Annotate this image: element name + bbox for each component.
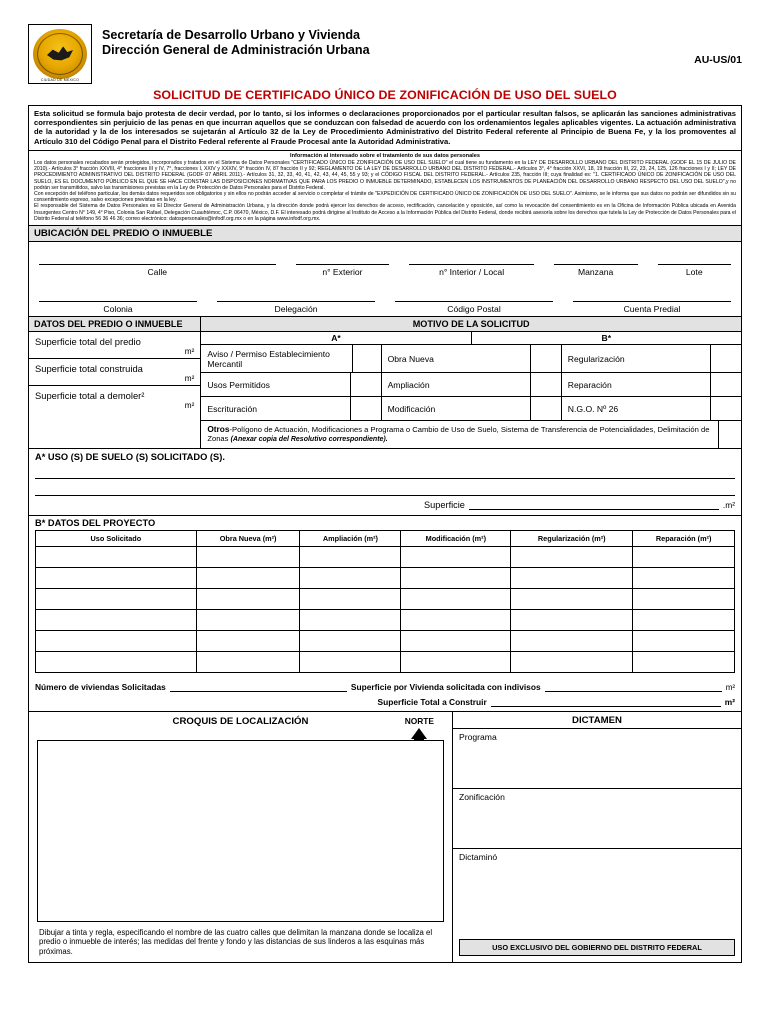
declaration-text: Esta solicitud se formula bajo protesta de decir verdad, por lo tanto, si los informes o declaraciones proporcionados por el particular resultan falsos, se aplicarán las sanciones administrativas correspondientes sin perjuicio de las penas en que incurran aquellos que se conduzcan con falsedad de acuerdo con los ordenamientos legales aplicables vigentes. La actuación administrativa de la autoridad y la de los interesados se sujetarán al Artículo 32 de la Ley de Procedimiento Administrativo del Distrito Federal referente al Principio de Buena Fe, y la los promoventes al Artículo 310 del Código Penal para el Distrito Federal referente al Fraude Procesal ante la Autoridad Administrativa. bbox=[28, 105, 742, 151]
motivo-title: MOTIVO DE LA SOLICITUD bbox=[201, 317, 741, 332]
superficie-total-unit: m² bbox=[724, 697, 735, 708]
croquis-dictamen-block bbox=[28, 712, 742, 963]
project-table-header-row bbox=[36, 531, 735, 547]
superficie-total-label: Superficie Total a Construir bbox=[377, 697, 487, 708]
motivo-item-reparacion-label: Reparación bbox=[567, 379, 612, 390]
motivo-column-b2 bbox=[562, 345, 741, 420]
motivo-item-ngo26-checkbox[interactable] bbox=[710, 397, 741, 420]
motivo-item-otros-label: Otros bbox=[207, 424, 230, 435]
block-a-uso-suelo bbox=[28, 449, 742, 516]
cell[interactable] bbox=[511, 652, 633, 673]
cell[interactable] bbox=[633, 652, 735, 673]
cell[interactable] bbox=[196, 631, 300, 652]
cell[interactable] bbox=[511, 547, 633, 568]
no-exterior-label: n° Exterior bbox=[322, 267, 363, 278]
superficie-construida-unit[interactable]: m² bbox=[29, 374, 200, 386]
form-body bbox=[28, 24, 742, 963]
cell[interactable] bbox=[633, 589, 735, 610]
col-ampliacion: Ampliación (m²) bbox=[300, 531, 401, 547]
motivo-col-b-label: B* bbox=[601, 333, 612, 344]
cdmx-logo-icon bbox=[28, 24, 92, 84]
motivo-item-otros-desc: -Polígono de Actuación, Modificaciones a Programa o Cambio de Uso de Suelo, Sistema de Transferencia de Potencialidades, Delimitación de Zonas bbox=[207, 425, 710, 444]
manzana-label: Manzana bbox=[577, 267, 614, 278]
privacy-paragraph-3: El responsable del Sistema de Datos Personales es El Director General de Administración Urbana, y la dirección donde podrá ejercer los derechos de acceso, rectificación, cancelación y oposición, así como la revocación del consentimiento es en la Oficina de Información Pública ubicada en Avenida Insurgentes Centro N° 149, 4° Piso, Colonia San Rafael, Delegación Cuauhtémoc, C.P. 06470, México, D.F. El interesado podrá dirigirse al Instituto de Acceso a la Información Pública del Distrito Federal, donde recibirá asesoría sobre los derechos que tutela la Ley de Protección de Datos Personales para el Distrito Federal al teléfono 56 36 46 36; correo electrónico: datospersonales@infodf.org.mx o en la página www.infodf.org.mx. bbox=[34, 203, 736, 222]
header-text bbox=[102, 24, 684, 58]
cell[interactable] bbox=[511, 610, 633, 631]
lote-input[interactable] bbox=[658, 252, 732, 265]
datos-predio-panel bbox=[29, 317, 201, 448]
block-a-title: A* USO (S) DE SUELO (S) SOLICITADO (S). bbox=[35, 452, 225, 463]
cell[interactable] bbox=[401, 589, 511, 610]
field-lote[interactable] bbox=[648, 242, 742, 279]
privacy-title: Información al interesado sobre el tratamiento de sus datos personales bbox=[290, 152, 480, 159]
motivo-column-a bbox=[201, 345, 381, 420]
org-line-2: Dirección General de Administración Urbana bbox=[102, 43, 370, 57]
delegacion-input[interactable] bbox=[217, 289, 375, 302]
motivo-item-aviso-permiso-label: Aviso / Permiso Establecimiento Mercantil bbox=[207, 348, 330, 369]
motivo-item-reparacion[interactable] bbox=[562, 373, 741, 397]
manzana-input[interactable] bbox=[554, 252, 638, 265]
cell[interactable] bbox=[196, 652, 300, 673]
cell[interactable] bbox=[300, 589, 401, 610]
cell[interactable] bbox=[300, 631, 401, 652]
field-manzana[interactable] bbox=[544, 242, 648, 279]
superficie-demoler-label: Superficie total a demoler² bbox=[35, 390, 145, 402]
calle-input[interactable] bbox=[39, 252, 276, 265]
cell[interactable] bbox=[401, 631, 511, 652]
form-code: AU-US/01 bbox=[694, 54, 742, 66]
table-row[interactable] bbox=[36, 547, 735, 568]
motivo-item-otros-note: (Anexar copia del Resolutivo correspondiente). bbox=[230, 436, 388, 444]
motivo-item-ampliacion-checkbox[interactable] bbox=[530, 373, 561, 396]
datos-motivo-block bbox=[28, 317, 742, 449]
superficie-vivienda-unit: m² bbox=[725, 683, 736, 693]
superficie-total-input[interactable] bbox=[491, 695, 721, 707]
cell[interactable] bbox=[633, 631, 735, 652]
col-reparacion: Reparación (m²) bbox=[633, 531, 735, 547]
motivo-item-otros-text bbox=[201, 423, 718, 446]
cell[interactable] bbox=[300, 547, 401, 568]
field-codigo-postal[interactable] bbox=[385, 279, 563, 316]
motivo-item-escrituracion-label: Escrituración bbox=[207, 403, 258, 414]
project-table bbox=[35, 530, 735, 673]
motivo-item-usos-permitidos-checkbox[interactable] bbox=[350, 373, 381, 396]
cell[interactable] bbox=[300, 652, 401, 673]
cell[interactable] bbox=[511, 631, 633, 652]
codigo-postal-label: Código Postal bbox=[447, 304, 501, 315]
block-a-superficie-label: Superficie bbox=[424, 500, 465, 511]
superficie-predio-unit[interactable]: m² bbox=[29, 347, 200, 359]
cell[interactable] bbox=[36, 652, 197, 673]
cell[interactable] bbox=[633, 610, 735, 631]
logo-caption: CIUDAD DE MÉXICO bbox=[40, 78, 80, 82]
cell[interactable] bbox=[300, 568, 401, 589]
superficie-total-row bbox=[29, 694, 741, 711]
col-regularizacion: Regularización (m²) bbox=[511, 531, 633, 547]
motivo-item-escrituracion[interactable] bbox=[201, 397, 380, 420]
no-interior-label: n° Interior / Local bbox=[439, 267, 505, 278]
viviendas-input[interactable] bbox=[170, 680, 347, 692]
col-modificacion: Modificación (m²) bbox=[401, 531, 511, 547]
project-table-body bbox=[36, 547, 735, 673]
field-calle[interactable] bbox=[29, 242, 286, 279]
cell[interactable] bbox=[36, 589, 197, 610]
motivo-item-otros-checkbox[interactable] bbox=[718, 421, 741, 448]
cell[interactable] bbox=[401, 652, 511, 673]
cell[interactable] bbox=[196, 610, 300, 631]
lote-label: Lote bbox=[685, 267, 703, 278]
calle-label: Calle bbox=[147, 267, 168, 278]
field-cuenta-predial[interactable] bbox=[563, 279, 741, 316]
no-exterior-input[interactable] bbox=[296, 252, 390, 265]
superficie-vivienda-label: Superficie por Vivienda solicitada con indivisos bbox=[350, 682, 541, 693]
codigo-postal-input[interactable] bbox=[395, 289, 553, 302]
cell[interactable] bbox=[36, 631, 197, 652]
cell[interactable] bbox=[196, 568, 300, 589]
superficie-vivienda-input[interactable] bbox=[545, 680, 722, 692]
croquis-instructions: Dibujar a tinta y regla, especificando el nombre de las cuatro calles que delimitan la manzana donde se localiza el predio o inmueble de interés; las medidas del frente y fondo y las distancias de sus linderos a las esquinas más próximas. bbox=[39, 927, 433, 956]
block-a-superficie-input[interactable] bbox=[469, 498, 719, 510]
motivo-grid bbox=[201, 345, 741, 420]
block-a-superficie-unit: .m² bbox=[722, 500, 735, 511]
dictamen-title: DICTAMEN bbox=[572, 715, 622, 727]
motivo-item-usos-permitidos-label: Usos Permitidos bbox=[207, 379, 270, 390]
motivo-item-ampliacion[interactable] bbox=[382, 373, 561, 397]
section-ubicacion bbox=[28, 242, 742, 317]
motivo-item-regularizacion-label: Regularización bbox=[567, 353, 625, 364]
dictamen-zonificacion[interactable]: Zonificación bbox=[453, 788, 741, 848]
superficie-demoler-unit[interactable]: m² bbox=[184, 401, 195, 411]
motivo-item-otros[interactable] bbox=[201, 420, 741, 448]
motivo-col-a-label: A* bbox=[201, 332, 471, 344]
block-b-datos-proyecto bbox=[28, 516, 742, 712]
block-b-title: B* DATOS DEL PROYECTO bbox=[35, 518, 156, 529]
cell[interactable] bbox=[196, 547, 300, 568]
dictamen-programa[interactable]: Programa bbox=[453, 728, 741, 788]
seal-graphic bbox=[33, 29, 87, 79]
motivo-item-modificacion[interactable] bbox=[382, 397, 561, 420]
motivo-item-modificacion-label: Modificación bbox=[387, 403, 436, 414]
table-row[interactable] bbox=[36, 589, 735, 610]
page-title: SOLICITUD DE CERTIFICADO ÚNICO DE ZONIFICACIÓN DE USO DEL SUELO bbox=[153, 88, 617, 102]
croquis-drawing-area[interactable] bbox=[37, 740, 444, 922]
ubicacion-row-2 bbox=[29, 279, 741, 316]
motivo-item-obra-nueva[interactable] bbox=[382, 345, 561, 373]
table-row[interactable] bbox=[36, 610, 735, 631]
motivo-item-obra-nueva-label: Obra Nueva bbox=[387, 353, 434, 364]
motivo-column-headers bbox=[201, 332, 741, 345]
motivo-item-aviso-permiso-checkbox[interactable] bbox=[352, 345, 380, 372]
motivo-item-ngo26-label: N.G.O. Nº 26 bbox=[567, 403, 619, 414]
table-row[interactable] bbox=[36, 631, 735, 652]
cell[interactable] bbox=[36, 547, 197, 568]
viviendas-row bbox=[29, 677, 741, 694]
cell[interactable] bbox=[401, 547, 511, 568]
section-ubicacion-title: UBICACIÓN DEL PREDIO O INMUEBLE bbox=[28, 226, 742, 242]
table-row[interactable] bbox=[36, 568, 735, 589]
cell[interactable] bbox=[401, 568, 511, 589]
block-a-superficie-row bbox=[35, 498, 735, 510]
cell[interactable] bbox=[633, 568, 735, 589]
cell[interactable] bbox=[633, 547, 735, 568]
delegacion-label: Delegación bbox=[274, 304, 318, 315]
motivo-item-regularizacion-checkbox[interactable] bbox=[710, 345, 741, 372]
field-no-exterior[interactable] bbox=[286, 242, 400, 279]
superficie-construida-label: Superficie total construida bbox=[35, 363, 143, 375]
cell[interactable] bbox=[511, 568, 633, 589]
field-no-interior[interactable] bbox=[399, 242, 543, 279]
block-a-line-1[interactable] bbox=[35, 465, 735, 479]
motivo-panel bbox=[201, 317, 741, 448]
uso-exclusivo-badge: USO EXCLUSIVO DEL GOBIERNO DEL DISTRITO FEDERAL bbox=[459, 939, 735, 956]
norte-label: NORTE bbox=[404, 716, 434, 727]
motivo-item-ampliacion-label: Ampliación bbox=[387, 379, 430, 390]
colonia-label: Colonia bbox=[103, 304, 133, 315]
cell[interactable] bbox=[401, 610, 511, 631]
cuenta-predial-label: Cuenta Predial bbox=[623, 304, 681, 315]
eagle-icon bbox=[47, 44, 73, 64]
superficie-predio-label: Superficie total del predio bbox=[35, 336, 141, 348]
motivo-item-usos-permitidos[interactable] bbox=[201, 373, 380, 397]
cell[interactable] bbox=[511, 589, 633, 610]
field-delegacion[interactable] bbox=[207, 279, 385, 316]
cell[interactable] bbox=[196, 589, 300, 610]
motivo-item-obra-nueva-checkbox[interactable] bbox=[530, 345, 561, 372]
dictamen-dictamino[interactable]: Dictaminó bbox=[453, 848, 741, 908]
croquis-panel bbox=[29, 712, 453, 962]
cell[interactable] bbox=[300, 610, 401, 631]
table-row[interactable] bbox=[36, 652, 735, 673]
motivo-item-ngo26[interactable] bbox=[562, 397, 741, 420]
cell[interactable] bbox=[36, 568, 197, 589]
org-line-1: Secretaría de Desarrollo Urbano y Vivienda bbox=[102, 28, 361, 42]
no-interior-input[interactable] bbox=[409, 252, 533, 265]
cuenta-predial-input[interactable] bbox=[573, 289, 731, 302]
privacy-notice bbox=[28, 151, 742, 226]
col-obra-nueva: Obra Nueva (m²) bbox=[196, 531, 300, 547]
ubicacion-row-1 bbox=[29, 242, 741, 279]
privacy-paragraph-1: Los datos personales recabados serán protegidos, incorporados y tratados en el Sistema de Datos Personales "CERTIFICADO ÚNICO DE ZONIFICACIÓN DE USO DEL SUELO" el cual tiene su fundamento en la LEY DE DESARROLLO URBANO DEL DISTRITO FEDERAL (GODF EL 15 DE JULIO DE 2010).- Artículos 3° fracción XXVIII, 4° fracciones III y IV, 7°, fracciones I, XXIV y XXXIV, 9° fracción IV, 87 fracción II y 92; REGLAMENTO DE LA LEY DE DESARROLLO URBANO DEL DISTRITO FEDERAL.- Artículos 3°, 4° fracción XXVI, 18, 19 fracción III, 22, 23, 24, 125, 126 fracciones I y II; LEY DE PROCEDIMIENTO ADMINISTRATIVO DEL DISTRITO FEDERAL (GODF 07 ABRIL 2011).- Artículos 31, 32, 33, 40, 41, 42, 43, 44, 45, 55 y 93; y el CÓDIGO FISCAL DEL DISTRITO FEDERAL.- Artículos 235, fracción III; cuya finalidad es: "1. CERTIFICADO ÚNICO DE ZONIFICACIÓN DE USO DEL SUELO, ES EL DOCUMENTO PÚBLICO EN EL QUE SE HACE CONSTAR LAS DISPOSICIONES NORMATIVAS QUE PARA LOS PREDIO O INMUEBLE DETERMINADO, ESTABLECEN LOS INSTRUMENTOS DE PLANEACIÓN DEL DESARROLLO URBANO RESPECTO DEL USO DEL SUELO",y no podrán ser transmitidos, salvo las transmisiones previstas en la Ley de Protección de Datos Personales para el Distrito Federal. bbox=[34, 160, 736, 191]
motivo-item-modificacion-checkbox[interactable] bbox=[530, 397, 561, 420]
motivo-column-b1 bbox=[382, 345, 562, 420]
datos-predio-title: DATOS DEL PREDIO O INMUEBLE bbox=[29, 317, 200, 332]
document-header bbox=[28, 24, 742, 84]
field-colonia[interactable] bbox=[29, 279, 207, 316]
cell[interactable] bbox=[36, 610, 197, 631]
block-a-line-2[interactable] bbox=[35, 482, 735, 496]
viviendas-label: Número de viviendas Solicitadas bbox=[35, 682, 166, 693]
col-uso-solicitado: Uso Solicitado bbox=[36, 531, 197, 547]
privacy-paragraph-2: Con excepción del teléfono particular, los demás datos requeridos son obligatorios y sin ellos no podrán acceder al servicio o completar el trámite de "EXPEDICIÓN DE CERTIFICADO ÚNICO DE ZONIFICACIÓN DE USO DEL SUELO". Asimismo, se le informa que sus datos no podrán ser difundidos sin su consentimiento expreso, salvo excepciones previstas en la ley. bbox=[34, 191, 736, 204]
dictamen-panel bbox=[453, 712, 741, 962]
croquis-title: CROQUIS DE LOCALIZACIÓN bbox=[172, 716, 309, 728]
colonia-input[interactable] bbox=[39, 289, 197, 302]
motivo-item-regularizacion[interactable] bbox=[562, 345, 741, 373]
motivo-item-escrituracion-checkbox[interactable] bbox=[350, 397, 381, 420]
motivo-item-aviso-permiso[interactable] bbox=[201, 345, 380, 373]
motivo-item-reparacion-checkbox[interactable] bbox=[710, 373, 741, 396]
